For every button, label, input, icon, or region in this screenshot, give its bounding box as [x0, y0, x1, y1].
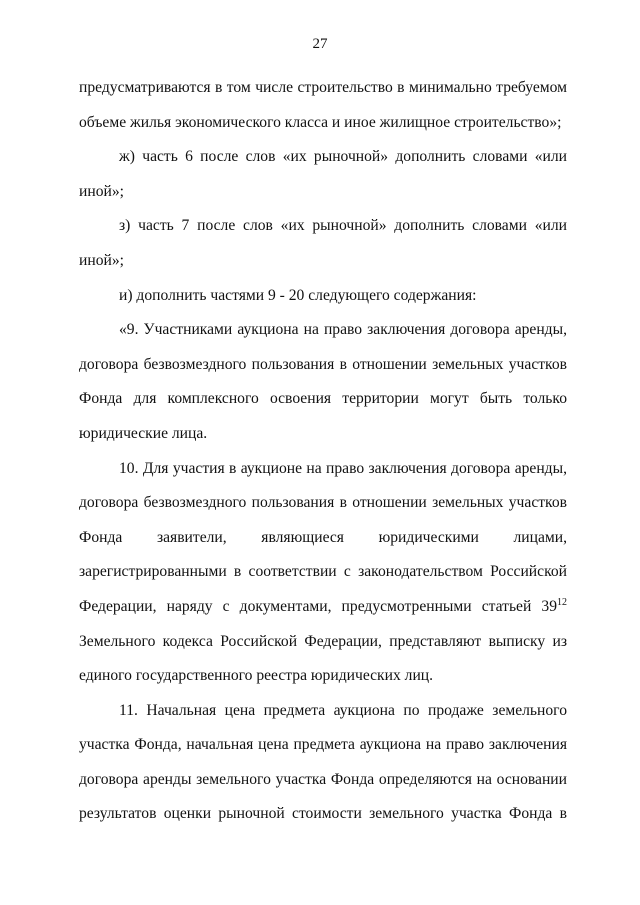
page-number: 27 [312, 36, 328, 52]
paragraph-part-10 [79, 452, 567, 694]
paragraph-part-10-text-after: Земельного кодекса Российской Федерации, представляют выписку из единого государственного реестра юридических лиц. [79, 632, 567, 685]
document-body [79, 71, 567, 832]
paragraph-part-9: «9. Участниками аукциона на право заключения договора аренды, договора безвозмездного пользования в отношении земельных участков Фонда для комплексного освоения территории могут быть только юридические лица. [79, 321, 567, 442]
paragraph-continuation: предусматриваются в том числе строительство в минимально требуемом объеме жилья экономического класса и иное жилищное строительство»; [79, 79, 567, 131]
article-superscript: 12 [557, 596, 567, 608]
paragraph-item-zh: ж) часть 6 после слов «их рыночной» дополнить словами «или иной»; [79, 148, 567, 200]
paragraph-part-11: 11. Начальная цена предмета аукциона по продаже земельного участка Фонда, начальная цена предмета аукциона на право заключения договора аренды земельного участка Фонда определяются на основании результатов оценки рыночной стоимости земельного участка Фонда в [79, 701, 567, 823]
paragraph-part-10-text-before: 10. Для участия в аукционе на право заключения договора аренды, договора безвозмездного пользования в отношении земельных участков Фонда заявители, являющиеся юридическими лицами, зарегистрированными в соответствии с законодательством Российской Федерации, наряду с документами, предусмотренными статьей 39 [79, 459, 567, 615]
paragraph-item-i: и) дополнить частями 9 - 20 следующего содержания: [119, 286, 477, 304]
paragraph-item-z: з) часть 7 после слов «их рыночной» дополнить словами «или иной»; [79, 217, 567, 269]
